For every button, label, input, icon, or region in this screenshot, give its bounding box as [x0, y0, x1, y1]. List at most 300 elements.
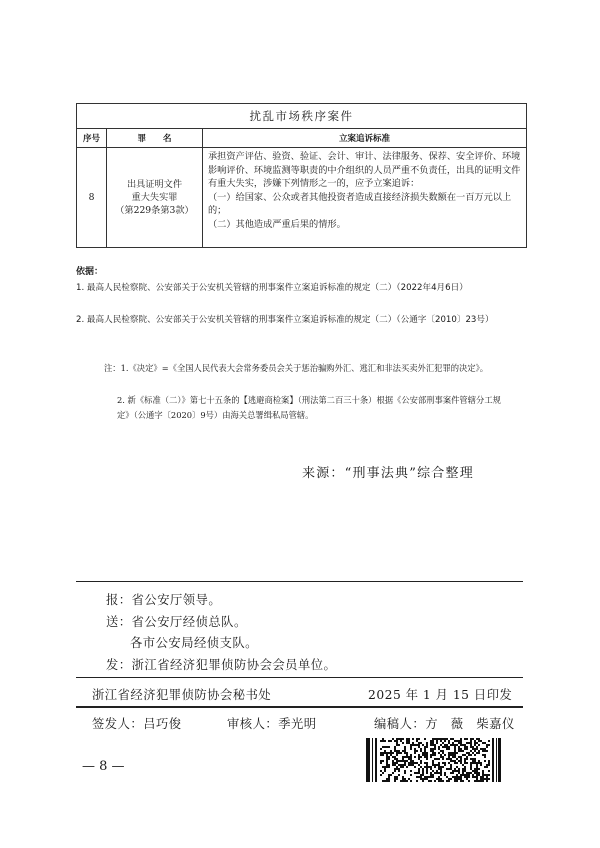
barcode-module: [456, 780, 458, 782]
barcode-module: [430, 756, 432, 758]
barcode-module: [442, 780, 444, 782]
barcode-module: [470, 740, 472, 742]
barcode-module: [426, 768, 428, 770]
barcode-module: [438, 778, 440, 780]
barcode-module: [464, 748, 466, 750]
barcode-module: [484, 766, 486, 768]
barcode-module: [394, 768, 396, 770]
barcode-module: [440, 778, 442, 780]
barcode-module: [402, 776, 404, 778]
barcode-module: [454, 756, 456, 758]
barcode-module: [482, 754, 484, 756]
barcode-module: [440, 766, 442, 768]
barcode-module: [424, 750, 426, 752]
barcode-module: [380, 748, 382, 750]
barcode-module: [396, 758, 398, 760]
barcode-module: [384, 770, 386, 772]
barcode-module: [400, 740, 402, 742]
barcode-module: [406, 756, 408, 758]
barcode-module: [424, 738, 426, 740]
reviewer: 审核人：季光明: [227, 717, 317, 731]
barcode-module: [434, 746, 436, 748]
barcode-module: [426, 778, 428, 780]
barcode-module: [388, 756, 390, 758]
barcode-module: [434, 758, 436, 760]
barcode-module: [392, 762, 394, 764]
barcode-module: [428, 776, 430, 778]
barcode-module: [464, 746, 466, 748]
barcode-module: [470, 750, 472, 752]
barcode-module: [394, 780, 396, 782]
barcode-module: [402, 778, 404, 780]
barcode-module: [430, 744, 432, 746]
barcode-module: [408, 742, 410, 744]
barcode-module: [442, 756, 444, 758]
barcode-module: [440, 756, 442, 758]
barcode-module: [462, 770, 464, 772]
barcode-module: [488, 774, 490, 776]
barcode-module: [452, 738, 454, 740]
barcode-module: [410, 760, 412, 762]
barcode-module: [448, 758, 450, 760]
barcode-module: [486, 744, 488, 746]
barcode-module: [416, 740, 418, 742]
barcode-module: [456, 766, 458, 768]
barcode-module: [438, 762, 440, 764]
barcode-module: [438, 764, 440, 766]
barcode-module: [488, 760, 490, 762]
barcode-module: [476, 770, 478, 772]
barcode-module: [480, 764, 482, 766]
barcode-module: [436, 778, 438, 780]
barcode-module: [440, 774, 442, 776]
barcode-module: [408, 738, 410, 740]
barcode-module: [456, 774, 458, 776]
barcode-module: [396, 742, 398, 744]
barcode-module: [422, 752, 424, 754]
barcode-module: [410, 764, 412, 766]
barcode-module: [474, 760, 476, 762]
barcode-module: [430, 768, 432, 770]
barcode-module: [436, 740, 438, 742]
barcode-module: [390, 750, 392, 752]
barcode-module: [452, 742, 454, 744]
barcode-module: [422, 770, 424, 772]
barcode-module: [466, 762, 468, 764]
barcode-module: [438, 752, 440, 754]
barcode-module: [434, 744, 436, 746]
barcode-module: [402, 760, 404, 762]
barcode-module: [402, 758, 404, 760]
barcode-module: [414, 752, 416, 754]
barcode-module: [470, 768, 472, 770]
barcode-module: [456, 752, 458, 754]
barcode-module: [474, 742, 476, 744]
barcode-module: [412, 760, 414, 762]
barcode-module: [406, 742, 408, 744]
table-row: [77, 148, 527, 248]
distribution-report: 报：省公安厅领导。: [106, 593, 222, 607]
barcode-module: [432, 770, 434, 772]
barcode-module: [464, 766, 466, 768]
barcode-module: [436, 770, 438, 772]
barcode-module: [412, 744, 414, 746]
barcode-module: [458, 742, 460, 744]
barcode-module: [448, 746, 450, 748]
barcode-module: [414, 762, 416, 764]
barcode-module: [434, 780, 436, 782]
barcode-bar: [372, 738, 373, 782]
barcode-module: [408, 764, 410, 766]
barcode-module: [472, 746, 474, 748]
barcode-module: [474, 776, 476, 778]
barcode-module: [426, 756, 428, 758]
barcode-module: [486, 774, 488, 776]
barcode-module: [418, 746, 420, 748]
barcode-module: [446, 738, 448, 740]
barcode-module: [448, 740, 450, 742]
barcode-module: [478, 762, 480, 764]
barcode-module: [418, 754, 420, 756]
barcode-module: [404, 778, 406, 780]
barcode-module: [484, 754, 486, 756]
barcode-module: [426, 754, 428, 756]
barcode-module: [436, 758, 438, 760]
barcode-module: [418, 768, 420, 770]
barcode-module: [478, 760, 480, 762]
issuer: 浙江省经济犯罪侦防协会秘书处: [92, 688, 272, 702]
barcode-module: [442, 738, 444, 740]
barcode-module: [438, 748, 440, 750]
barcode-module: [478, 744, 480, 746]
barcode-module: [386, 778, 388, 780]
barcode-module: [426, 772, 428, 774]
basis-title: 依据：: [76, 267, 104, 277]
barcode-module: [398, 752, 400, 754]
barcode-module: [418, 738, 420, 740]
barcode-module: [462, 764, 464, 766]
barcode-module: [478, 738, 480, 740]
barcode-module: [486, 778, 488, 780]
barcode-module: [384, 750, 386, 752]
barcode-module: [390, 752, 392, 754]
barcode-module: [454, 770, 456, 772]
barcode-module: [480, 762, 482, 764]
barcode-module: [384, 766, 386, 768]
barcode-module: [416, 772, 418, 774]
barcode-module: [430, 754, 432, 756]
barcode-module: [410, 746, 412, 748]
barcode-module: [470, 754, 472, 756]
barcode-module: [460, 778, 462, 780]
barcode-module: [420, 774, 422, 776]
barcode-module: [386, 752, 388, 754]
barcode-module: [462, 744, 464, 746]
distribution-send-2: 各市公安局经侦支队。: [130, 636, 258, 650]
barcode-module: [404, 772, 406, 774]
barcode-module: [460, 740, 462, 742]
barcode-module: [466, 758, 468, 760]
barcode-module: [398, 770, 400, 772]
barcode-module: [476, 762, 478, 764]
barcode-module: [422, 754, 424, 756]
barcode-module: [464, 738, 466, 740]
barcode-module: [400, 780, 402, 782]
barcode-module: [430, 776, 432, 778]
barcode-module: [484, 750, 486, 752]
barcode-module: [442, 746, 444, 748]
barcode-module: [438, 766, 440, 768]
barcode-module: [430, 772, 432, 774]
barcode-module: [454, 754, 456, 756]
barcode-module: [460, 760, 462, 762]
barcode-module: [464, 770, 466, 772]
barcode-module: [470, 746, 472, 748]
barcode-module: [464, 754, 466, 756]
barcode-bar: [498, 738, 501, 782]
barcode-module: [466, 742, 468, 744]
barcode-module: [452, 744, 454, 746]
barcode-module: [426, 762, 428, 764]
barcode-module: [438, 768, 440, 770]
barcode-module: [386, 764, 388, 766]
barcode-module: [440, 750, 442, 752]
barcode-module: [398, 768, 400, 770]
barcode-module: [454, 780, 456, 782]
barcode-module: [386, 756, 388, 758]
barcode-module: [410, 754, 412, 756]
barcode-module: [418, 764, 420, 766]
barcode-module: [416, 744, 418, 746]
barcode-module: [436, 742, 438, 744]
barcode-module: [472, 770, 474, 772]
barcode-module: [452, 754, 454, 756]
barcode-module: [482, 742, 484, 744]
barcode-module: [428, 766, 430, 768]
barcode-module: [434, 764, 436, 766]
barcode-module: [476, 774, 478, 776]
divider-top: [76, 581, 523, 582]
barcode-module: [454, 746, 456, 748]
barcode-module: [466, 752, 468, 754]
barcode-module: [400, 760, 402, 762]
barcode-module: [462, 774, 464, 776]
row-standard: [203, 148, 527, 248]
barcode-module: [486, 780, 488, 782]
barcode-module: [468, 774, 470, 776]
barcode-module: [380, 754, 382, 756]
barcode-module: [410, 780, 412, 782]
header-number: 序号: [77, 129, 107, 148]
barcode-module: [474, 748, 476, 750]
barcode-module: [436, 738, 438, 740]
barcode-module: [484, 756, 486, 758]
barcode-module: [392, 756, 394, 758]
barcode-module: [388, 746, 390, 748]
barcode-module: [480, 740, 482, 742]
source-line: 来源：“刑事法典”综合整理: [302, 466, 474, 481]
barcode-module: [458, 756, 460, 758]
header-crime-name: 罪 名: [107, 129, 203, 148]
barcode-module: [400, 764, 402, 766]
barcode-module: [468, 772, 470, 774]
barcode-module: [448, 742, 450, 744]
barcode-module: [488, 770, 490, 772]
barcode-module: [476, 778, 478, 780]
barcode-module: [464, 760, 466, 762]
barcode-module: [424, 752, 426, 754]
barcode-module: [468, 780, 470, 782]
barcode-module: [404, 756, 406, 758]
barcode-module: [486, 776, 488, 778]
barcode-bar: [366, 738, 370, 782]
barcode-module: [394, 770, 396, 772]
barcode-module: [478, 768, 480, 770]
barcode-module: [404, 770, 406, 772]
barcode-module: [384, 752, 386, 754]
barcode-module: [398, 764, 400, 766]
barcode-module: [488, 744, 490, 746]
barcode-module: [410, 762, 412, 764]
barcode-module: [438, 780, 440, 782]
standard-paragraph: （一）给国家、公众或者其他投资者造成直接经济损失数额在一百万元以上的；: [208, 191, 512, 216]
basis-item: 2. 最高人民检察院、公安部关于公安机关管辖的刑事案件立案追诉标准的规定（二）（公通字〔2010〕23号）: [76, 315, 494, 325]
barcode-module: [484, 742, 486, 744]
barcode-module: [480, 780, 482, 782]
barcode-module: [404, 764, 406, 766]
barcode-module: [412, 764, 414, 766]
barcode-module: [478, 750, 480, 752]
barcode-module: [470, 772, 472, 774]
barcode-module: [466, 738, 468, 740]
barcode-module: [464, 744, 466, 746]
barcode-module: [430, 748, 432, 750]
barcode-module: [380, 752, 382, 754]
barcode-module: [444, 754, 446, 756]
row-crime-name: [107, 148, 203, 248]
barcode-module: [474, 754, 476, 756]
barcode-module: [472, 748, 474, 750]
barcode-module: [416, 780, 418, 782]
barcode-module: [394, 762, 396, 764]
barcode-module: [394, 746, 396, 748]
barcode-module: [456, 740, 458, 742]
barcode-module: [456, 770, 458, 772]
barcode-module: [390, 754, 392, 756]
barcode-module: [396, 762, 398, 764]
barcode-module: [434, 766, 436, 768]
crime-name-line: 出具证明文件: [126, 179, 183, 190]
barcode-module: [408, 758, 410, 760]
barcode-module: [482, 772, 484, 774]
barcode-module: [474, 768, 476, 770]
barcode-module: [446, 780, 448, 782]
barcode-module: [434, 752, 436, 754]
barcode-module: [380, 740, 382, 742]
barcode-module: [448, 756, 450, 758]
barcode-module: [454, 748, 456, 750]
barcode-module: [474, 740, 476, 742]
barcode-module: [414, 750, 416, 752]
barcode-module: [486, 766, 488, 768]
barcode-module: [392, 772, 394, 774]
barcode-module: [452, 756, 454, 758]
barcode-module: [404, 748, 406, 750]
barcode-module: [430, 766, 432, 768]
barcode-module: [482, 780, 484, 782]
barcode-module: [458, 746, 460, 748]
barcode-module: [472, 776, 474, 778]
issue-date: 2025 年 1 月 15 日印发: [368, 688, 513, 702]
barcode-module: [426, 744, 428, 746]
barcode-module: [410, 748, 412, 750]
barcode-module: [414, 748, 416, 750]
barcode-module: [464, 774, 466, 776]
barcode-module: [410, 756, 412, 758]
barcode-module: [416, 762, 418, 764]
barcode-module: [396, 776, 398, 778]
barcode-module: [474, 772, 476, 774]
barcode-module: [466, 774, 468, 776]
barcode-module: [446, 768, 448, 770]
barcode-module: [476, 772, 478, 774]
barcode-module: [380, 762, 382, 764]
barcode-module: [426, 776, 428, 778]
barcode-module: [380, 760, 382, 762]
barcode-module: [438, 758, 440, 760]
barcode-module: [382, 772, 384, 774]
barcode-module: [440, 740, 442, 742]
barcode-module: [474, 750, 476, 752]
barcode-module: [406, 740, 408, 742]
barcode-module: [438, 776, 440, 778]
barcode-module: [422, 772, 424, 774]
barcode-module: [484, 778, 486, 780]
barcode-module: [436, 764, 438, 766]
barcode-module: [460, 748, 462, 750]
barcode-module: [418, 770, 420, 772]
barcode-module: [410, 774, 412, 776]
barcode-module: [388, 780, 390, 782]
barcode-module: [418, 744, 420, 746]
barcode-module: [424, 756, 426, 758]
barcode-module: [466, 772, 468, 774]
barcode-module: [452, 776, 454, 778]
divider-middle: [76, 677, 523, 678]
barcode-module: [470, 762, 472, 764]
barcode-module: [476, 776, 478, 778]
barcode-module: [398, 744, 400, 746]
barcode-module: [454, 740, 456, 742]
barcode-module: [416, 750, 418, 752]
barcode-module: [382, 738, 384, 740]
barcode-module: [468, 742, 470, 744]
barcode-module: [450, 778, 452, 780]
barcode-module: [418, 756, 420, 758]
barcode-module: [424, 746, 426, 748]
barcode-module: [456, 744, 458, 746]
barcode-module: [424, 778, 426, 780]
barcode-module: [434, 748, 436, 750]
barcode-module: [396, 766, 398, 768]
barcode-module: [468, 752, 470, 754]
barcode-module: [460, 776, 462, 778]
barcode-bar: [496, 738, 497, 782]
barcode-module: [404, 746, 406, 748]
barcode-module: [474, 780, 476, 782]
barcode-module: [388, 774, 390, 776]
barcode-module: [386, 760, 388, 762]
